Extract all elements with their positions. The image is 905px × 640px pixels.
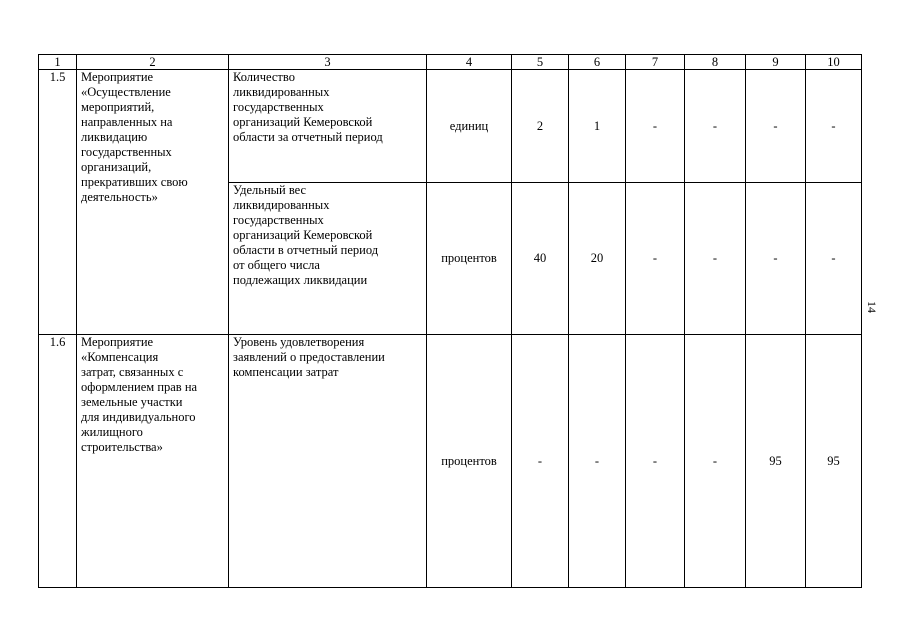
indicator-cell: Уровень удовлетворения заявлений о предоставлении компенсации затрат xyxy=(229,335,427,588)
unit-cell: процентов xyxy=(427,183,512,335)
column-header: 2 xyxy=(77,55,229,70)
value-cell: - xyxy=(806,183,862,335)
column-header: 6 xyxy=(569,55,626,70)
value-cell: - xyxy=(685,183,746,335)
column-header: 4 xyxy=(427,55,512,70)
event-cell: Мероприятие «Осуществление мероприятий, направленных на ликвидацию государственных организаций, прекративших свою деятельность» xyxy=(77,70,229,335)
value-cell: - xyxy=(746,70,806,183)
table-row xyxy=(39,335,862,588)
indicators-table xyxy=(38,54,862,588)
event-cell: Мероприятие «Компенсация затрат, связанных с оформлением прав на земельные участки для индивидуального жилищного строительства» xyxy=(77,335,229,588)
value-cell: 1 xyxy=(569,70,626,183)
value-cell: - xyxy=(746,183,806,335)
row-number: 1.6 xyxy=(39,335,77,588)
table-header-row xyxy=(39,55,862,70)
value-cell: - xyxy=(685,70,746,183)
column-header: 5 xyxy=(512,55,569,70)
value-cell: - xyxy=(626,183,685,335)
value-cell: - xyxy=(569,335,626,588)
value-cell: 2 xyxy=(512,70,569,183)
column-header: 1 xyxy=(39,55,77,70)
value-cell: 95 xyxy=(746,335,806,588)
value-cell: 40 xyxy=(512,183,569,335)
value-cell: 20 xyxy=(569,183,626,335)
column-header: 7 xyxy=(626,55,685,70)
unit-cell: единиц xyxy=(427,70,512,183)
column-header: 9 xyxy=(746,55,806,70)
value-cell: - xyxy=(626,335,685,588)
column-header: 8 xyxy=(685,55,746,70)
unit-cell: процентов xyxy=(427,335,512,588)
row-number: 1.5 xyxy=(39,70,77,335)
column-header: 10 xyxy=(806,55,862,70)
indicator-cell: Количество ликвидированных государственных организаций Кемеровской области за отчетный период xyxy=(229,70,427,183)
indicator-cell: Удельный вес ликвидированных государственных организаций Кемеровской области в отчетный период от общего числа подлежащих ликвидации xyxy=(229,183,427,335)
column-header: 3 xyxy=(229,55,427,70)
value-cell: - xyxy=(685,335,746,588)
page-number: 14 xyxy=(865,301,879,313)
value-cell: - xyxy=(512,335,569,588)
value-cell: 95 xyxy=(806,335,862,588)
value-cell: - xyxy=(626,70,685,183)
table-row xyxy=(39,70,862,183)
value-cell: - xyxy=(806,70,862,183)
